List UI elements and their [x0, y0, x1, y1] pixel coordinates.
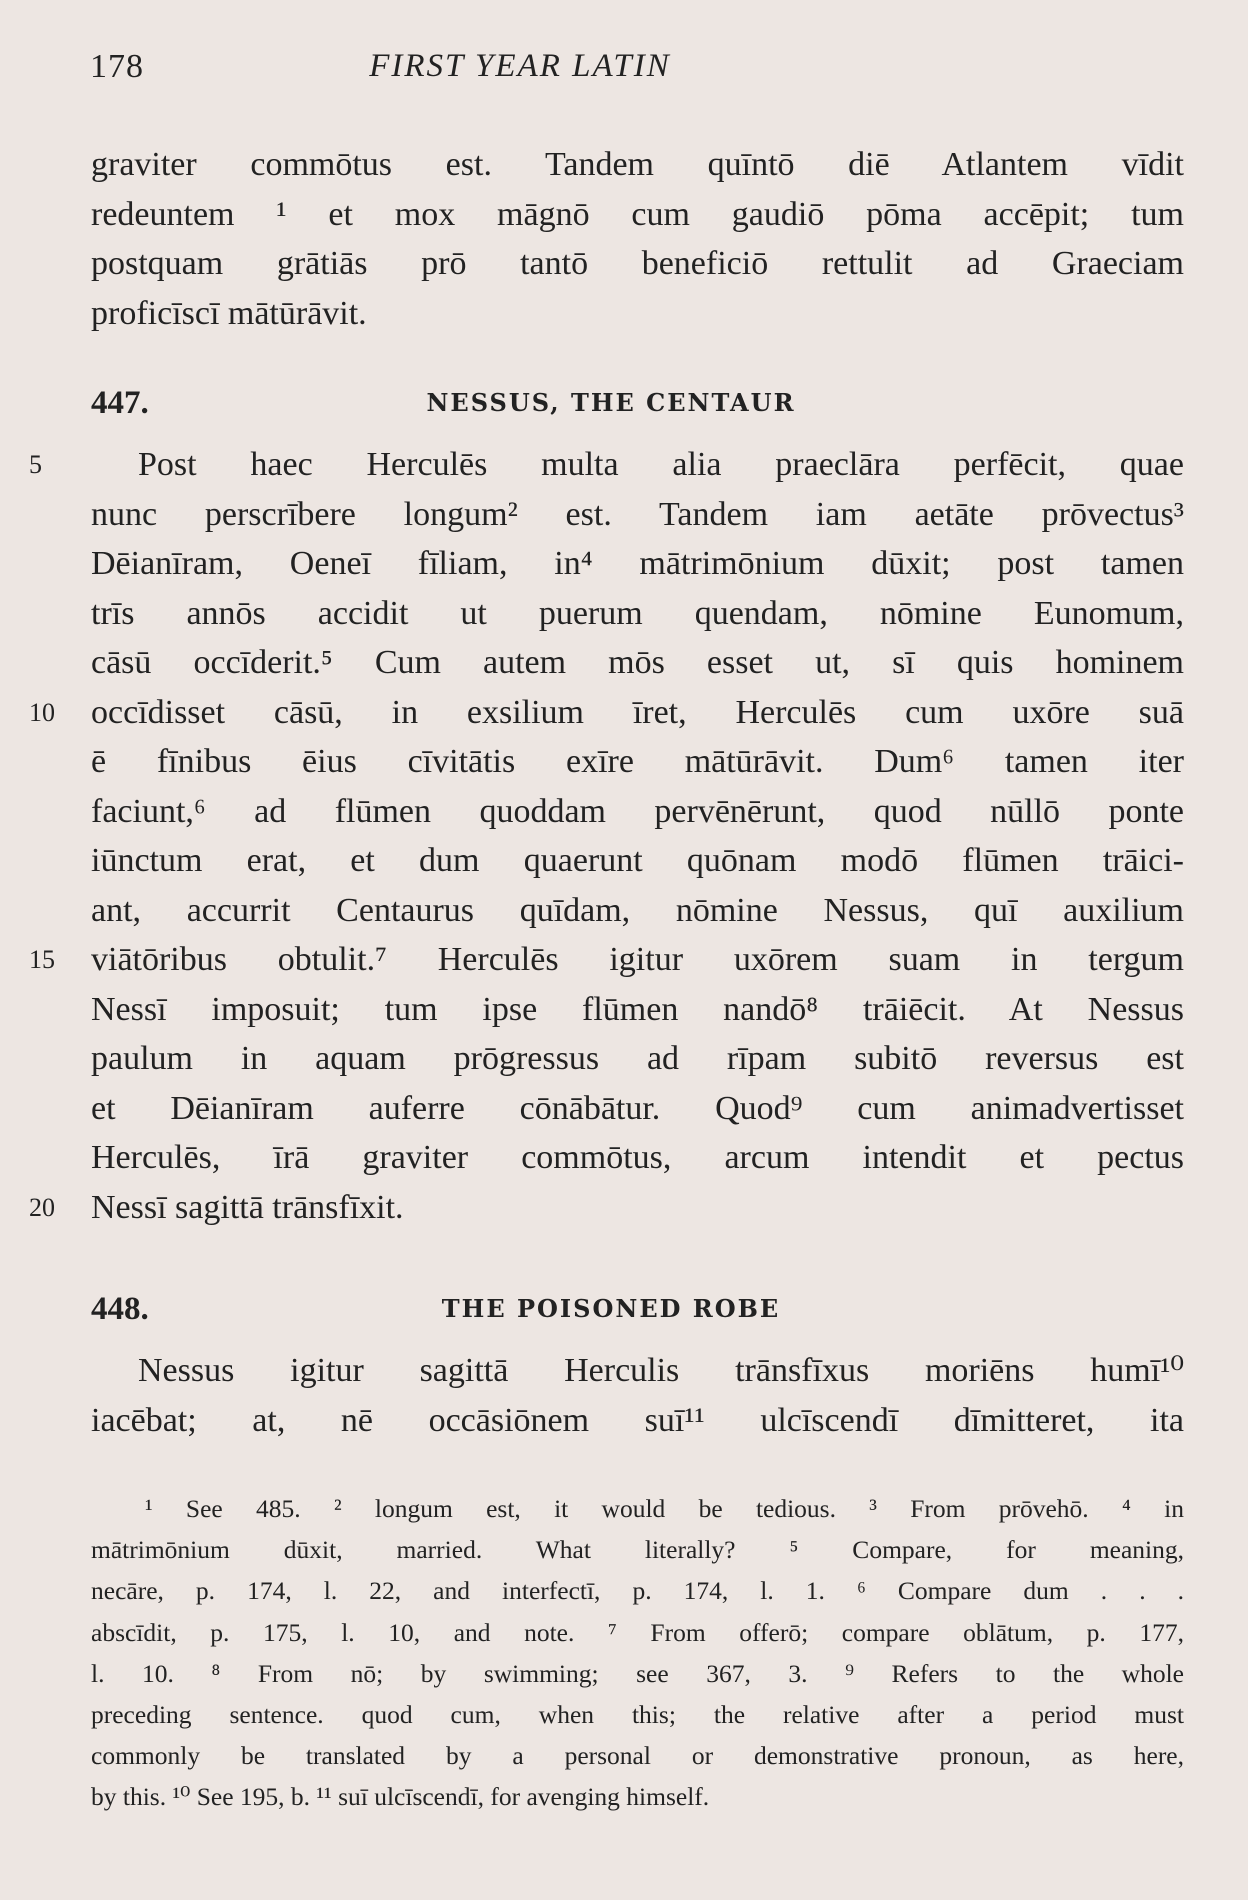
- line-number: 15: [29, 945, 55, 974]
- running-title: FIRST YEAR LATIN: [369, 48, 671, 84]
- section-448: [91, 1272, 1184, 1445]
- section-447: [29, 366, 1184, 1232]
- text-line: [91, 1034, 1184, 1084]
- line-number: 10: [29, 697, 55, 727]
- line-text: trīs annōs accidit ut puerum quendam, nōmine Eunomum,: [91, 594, 1184, 632]
- section-title: THE POISONED ROBE: [441, 1294, 781, 1323]
- footnote-line: ¹ See 485. ² longum est, it would be tedious. ³ From prōvehō. ⁴ in: [145, 1494, 1184, 1523]
- text-line: [91, 1084, 1184, 1134]
- line-text: viātōribus obtulit.⁷ Herculēs igitur uxōrem suam in tergum: [91, 941, 1184, 978]
- line-text: Nessī imposuit; tum ipse flūmen nandō⁸ trāiēcit. At Nessus: [91, 990, 1184, 1028]
- page-number: 178: [90, 48, 144, 85]
- text-line: [91, 787, 1184, 837]
- line-text: ant, accurrit Centaurus quīdam, nōmine Nessus, quī auxilium: [91, 891, 1184, 929]
- text-line: [29, 440, 1184, 490]
- text-line: [29, 935, 1184, 985]
- page-header: [0, 48, 1248, 98]
- continuation-paragraph: [91, 140, 1184, 338]
- text-line: [91, 836, 1184, 886]
- footnote-line: necāre, p. 174, l. 22, and interfectī, p. 174, l. 1. ⁶ Compare dum . . .: [91, 1576, 1184, 1606]
- text-line: [29, 688, 1184, 738]
- line-text: Post haec Herculēs multa alia praeclāra perfēcit, quae: [138, 446, 1184, 483]
- text-line: redeuntem ¹ et mox māgnō cum gaudiō pōma accēpit; tum: [91, 195, 1184, 233]
- line-text: et Dēianīram auferre cōnābātur. Quod⁹ cum animadvertisset: [91, 1089, 1184, 1127]
- line-text: nunc perscrībere longum² est. Tandem iam aetāte prōvectus³: [91, 495, 1184, 533]
- section-number: 447.: [91, 385, 149, 421]
- text-line: [91, 589, 1184, 639]
- line-number: 5: [29, 450, 42, 479]
- footnote-line: preceding sentence. quod cum, when this; the relative after a period must: [91, 1699, 1184, 1729]
- text-line: [91, 539, 1184, 589]
- line-text: paulum in aquam prōgressus ad rīpam subitō reversus est: [91, 1040, 1184, 1077]
- line-number: 20: [29, 1192, 55, 1222]
- text-line: [91, 638, 1184, 688]
- line-text: Dēianīram, Oeneī fīliam, in⁴ mātrimōnium dūxit; post tamen: [91, 545, 1184, 582]
- text-line: postquam grātiās prō tantō beneficiō rettulit ad Graeciam: [91, 245, 1184, 282]
- footnote-line: l. 10. ⁸ From nō; by swimming; see 367, 3. ⁹ Refers to the whole: [91, 1658, 1184, 1688]
- footnotes: [91, 1488, 1184, 1818]
- line-text: faciunt,⁶ ad flūmen quoddam pervēnērunt, quod nūllō ponte: [91, 792, 1184, 830]
- footnote-line: commonly be translated by a personal or demonstrative pronoun, as here,: [91, 1741, 1184, 1771]
- section-heading: [91, 366, 1184, 440]
- text-line: [91, 737, 1184, 787]
- text-line: [91, 1133, 1184, 1183]
- text-line: proficīscī mātūrāvit.: [91, 294, 367, 332]
- line-text: Nessī sagittā trānsfīxit.: [91, 1188, 404, 1226]
- footnote-line: abscīdit, p. 175, l. 10, and note. ⁷ From offerō; compare oblātum, p. 177,: [91, 1617, 1184, 1647]
- section-body: [29, 440, 1184, 1232]
- text-line: [29, 1183, 1184, 1233]
- section-heading: [91, 1272, 1184, 1346]
- line-text: ē fīnibus ēius cīvitātis exīre mātūrāvit. Dum⁶ tamen iter: [91, 743, 1184, 780]
- section-number: 448.: [91, 1291, 149, 1327]
- text-line: [91, 985, 1184, 1035]
- line-text: cāsū occīderit.⁵ Cum autem mōs esset ut, sī quis hominem: [91, 644, 1184, 681]
- text-line: graviter commōtus est. Tandem quīntō diē Atlantem vīdit: [91, 146, 1184, 183]
- text-line: iacēbat; at, nē occāsiōnem suī¹¹ ulcīscendī dīmitteret, ita: [91, 1401, 1184, 1439]
- line-text: occīdisset cāsū, in exsilium īret, Herculēs cum uxōre suā: [91, 693, 1184, 731]
- line-text: Herculēs, īrā graviter commōtus, arcum intendit et pectus: [91, 1139, 1184, 1176]
- text-line: Nessus igitur sagittā Herculis trānsfīxus moriēns humī¹⁰: [138, 1352, 1184, 1389]
- section-title: NESSUS, THE CENTAUR: [426, 388, 796, 417]
- text-line: [91, 886, 1184, 936]
- footnote-line: mātrimōnium dūxit, married. What literally? ⁵ Compare, for meaning,: [91, 1535, 1184, 1565]
- text-line: [91, 490, 1184, 540]
- line-text: iūnctum erat, et dum quaerunt quōnam modō flūmen trāici-: [91, 842, 1184, 879]
- footnote-line: by this. ¹⁰ See 195, b. ¹¹ suī ulcīscendī, for avenging himself.: [91, 1782, 710, 1812]
